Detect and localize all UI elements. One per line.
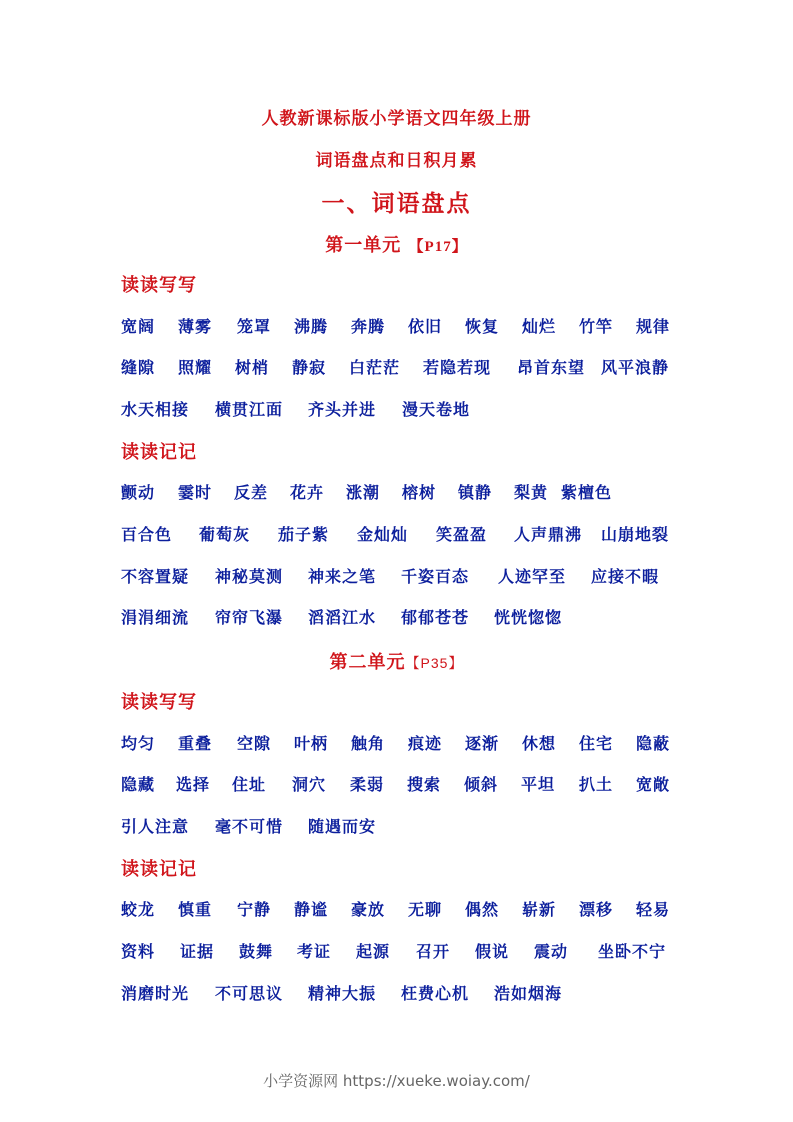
word-row xyxy=(121,355,681,379)
word: 枉费心机 xyxy=(401,984,470,1003)
word: 千姿百态 xyxy=(401,567,470,586)
word: 灿烂 xyxy=(522,317,557,336)
word-row xyxy=(121,314,681,338)
unit-1-title xyxy=(0,231,793,257)
word: 笼罩 xyxy=(237,317,272,336)
word: 涨潮 xyxy=(346,483,381,502)
word: 静谧 xyxy=(294,900,329,919)
word: 无聊 xyxy=(408,900,443,919)
word: 白茫茫 xyxy=(349,358,401,377)
word: 人声鼎沸 xyxy=(514,525,583,544)
word: 沸腾 xyxy=(294,317,329,336)
unit-2-group-1-heading: 读读写写 xyxy=(121,692,197,713)
document-title: 人教新课标版小学语文四年级上册 xyxy=(261,109,532,129)
word: 轻易 xyxy=(636,900,671,919)
word: 规律 xyxy=(636,317,671,336)
word-row xyxy=(121,731,681,755)
word: 宽阔 xyxy=(121,317,156,336)
word-row xyxy=(121,480,681,504)
word: 颤动 xyxy=(121,483,156,502)
word: 百合色 xyxy=(121,525,173,544)
word: 梨黄 xyxy=(514,483,549,502)
word: 山崩地裂 xyxy=(601,525,670,544)
word: 洞穴 xyxy=(292,775,327,794)
unit-1-name: 第一单元 xyxy=(325,235,402,256)
word-row xyxy=(121,564,681,588)
word-row xyxy=(121,522,681,546)
word: 缝隙 xyxy=(121,358,156,377)
word: 空隙 xyxy=(237,734,272,753)
word: 涓涓细流 xyxy=(121,608,190,627)
word: 横贯江面 xyxy=(215,400,284,419)
word: 齐头并进 xyxy=(308,400,377,419)
word: 随遇而安 xyxy=(308,817,377,836)
unit-2-title xyxy=(0,648,793,674)
word: 树梢 xyxy=(235,358,270,377)
word: 平坦 xyxy=(521,775,556,794)
word: 资料 xyxy=(121,942,156,961)
unit-1-group-2-heading: 读读记记 xyxy=(121,442,197,463)
word: 休想 xyxy=(522,734,557,753)
word: 痕迹 xyxy=(408,734,443,753)
word: 漂移 xyxy=(579,900,614,919)
word: 扒土 xyxy=(579,775,614,794)
word: 选择 xyxy=(176,775,211,794)
word: 引人注意 xyxy=(121,817,190,836)
word: 震动 xyxy=(534,942,569,961)
word: 住宅 xyxy=(579,734,614,753)
word: 搜索 xyxy=(407,775,442,794)
word: 恢复 xyxy=(465,317,500,336)
word: 慎重 xyxy=(178,900,213,919)
word: 昂首东望 xyxy=(517,358,586,377)
word: 霎时 xyxy=(178,483,213,502)
word: 宽敞 xyxy=(636,775,671,794)
unit-2-name: 第二单元 xyxy=(329,652,406,673)
word: 住址 xyxy=(232,775,267,794)
word: 薄雾 xyxy=(178,317,213,336)
word-row xyxy=(121,605,681,629)
word: 葡萄灰 xyxy=(199,525,251,544)
word: 漫天卷地 xyxy=(402,400,471,419)
word: 郁郁苍苍 xyxy=(401,608,470,627)
word: 蛟龙 xyxy=(121,900,156,919)
word: 不容置疑 xyxy=(121,567,190,586)
word: 依旧 xyxy=(408,317,443,336)
unit-1-group-1-heading: 读读写写 xyxy=(121,275,197,296)
word: 照耀 xyxy=(178,358,213,377)
unit-2-page-ref: 【P35】 xyxy=(405,655,464,671)
word: 鼓舞 xyxy=(239,942,274,961)
word: 叶柄 xyxy=(294,734,329,753)
word: 柔弱 xyxy=(350,775,385,794)
word: 崭新 xyxy=(522,900,557,919)
footer-watermark: 小学资源网 https://xueke.woiay.com/ xyxy=(263,1072,530,1090)
word: 神来之笔 xyxy=(308,567,377,586)
word: 帘帘飞瀑 xyxy=(215,608,284,627)
word: 隐蔽 xyxy=(636,734,671,753)
word: 假说 xyxy=(475,942,510,961)
word: 金灿灿 xyxy=(357,525,409,544)
word: 宁静 xyxy=(237,900,272,919)
section-title: 一、词语盘点 xyxy=(321,190,472,217)
word: 证据 xyxy=(180,942,215,961)
word: 若隐若现 xyxy=(423,358,492,377)
word: 竹竿 xyxy=(579,317,614,336)
word: 奔腾 xyxy=(351,317,386,336)
word: 应接不暇 xyxy=(591,567,660,586)
word: 水天相接 xyxy=(121,400,190,419)
word: 重叠 xyxy=(178,734,213,753)
document-subtitle: 词语盘点和日积月累 xyxy=(315,151,478,171)
word: 紫檀色 xyxy=(561,483,613,502)
word: 人迹罕至 xyxy=(498,567,567,586)
word-row xyxy=(121,814,681,838)
word: 恍恍惚惚 xyxy=(494,608,563,627)
word: 榕树 xyxy=(402,483,437,502)
word: 不可思议 xyxy=(215,984,284,1003)
word: 静寂 xyxy=(292,358,327,377)
word: 坐卧不宁 xyxy=(598,942,667,961)
unit-2-group-2-heading: 读读记记 xyxy=(121,859,197,880)
word: 倾斜 xyxy=(464,775,499,794)
word-row xyxy=(121,772,681,796)
word: 毫不可惜 xyxy=(215,817,284,836)
word: 风平浪静 xyxy=(601,358,670,377)
word: 召开 xyxy=(416,942,451,961)
word: 逐渐 xyxy=(465,734,500,753)
unit-1-page-ref: 【P17】 xyxy=(408,239,468,255)
word: 触角 xyxy=(351,734,386,753)
word: 滔滔江水 xyxy=(308,608,377,627)
word-row xyxy=(121,897,681,921)
word: 偶然 xyxy=(465,900,500,919)
word: 笑盈盈 xyxy=(436,525,488,544)
word-row xyxy=(121,939,681,963)
word: 隐藏 xyxy=(121,775,156,794)
word: 反差 xyxy=(234,483,269,502)
word: 豪放 xyxy=(351,900,386,919)
word: 花卉 xyxy=(290,483,325,502)
word: 消磨时光 xyxy=(121,984,190,1003)
word-row xyxy=(121,397,681,421)
word: 起源 xyxy=(356,942,391,961)
word: 考证 xyxy=(297,942,332,961)
word: 茄子紫 xyxy=(278,525,330,544)
word-row xyxy=(121,981,681,1005)
word: 精神大振 xyxy=(308,984,377,1003)
word: 镇静 xyxy=(458,483,493,502)
word: 浩如烟海 xyxy=(494,984,563,1003)
word: 神秘莫测 xyxy=(215,567,284,586)
word: 均匀 xyxy=(121,734,156,753)
